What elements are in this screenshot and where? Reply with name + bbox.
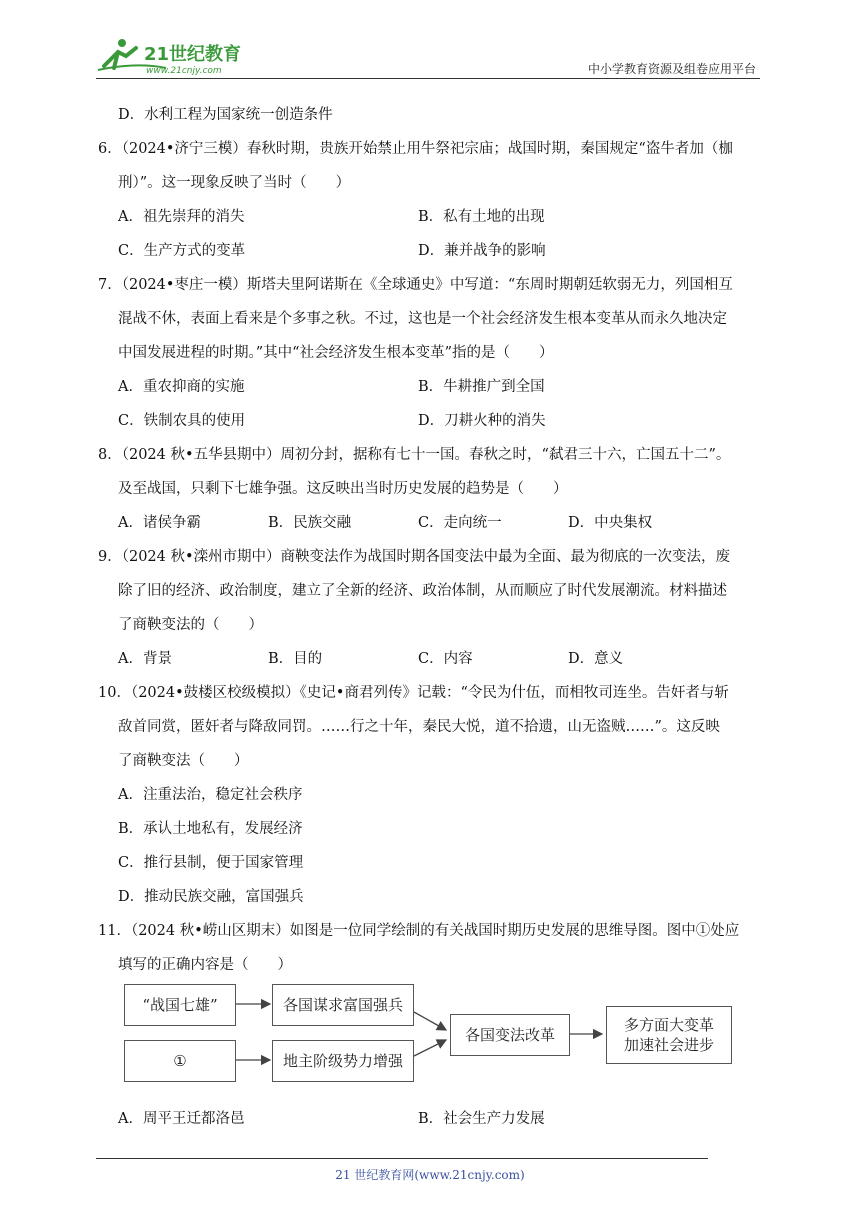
q7-stem-line1: 7．（2024•枣庄一模）斯塔夫里阿诺斯在《全球通史》中写道：“东周时期朝廷软弱无力，列国相互 [98, 277, 733, 293]
q11-stem-line2: 填写的正确内容是（ ） [118, 957, 292, 973]
q8-stem-line1: 8．（2024 秋•五华县期中）周初分封，据称有七十一国。春秋之时，“弑君三十六，亡国五十二”。 [98, 447, 731, 463]
q7-option-c: C．铁制农具的使用 [118, 413, 246, 429]
q7-stem-line2: 混战不休，表面上看来是个多事之秋。不过，这也是一个社会经济发生根本变革从而永久地决定 [118, 311, 727, 327]
q8-option-d: D．中央集权 [568, 515, 653, 531]
q6-stem-line2: 刑）”。这一现象反映了当时（ ） [118, 175, 351, 191]
question-content [98, 98, 770, 1136]
q8-stem-line2: 及至战国，只剩下七雄争强。这反映出当时历史发展的趋势是（ ） [118, 481, 568, 497]
q10-option-a: A．注重法治，稳定社会秩序 [118, 787, 303, 803]
q9-option-b: B．目的 [268, 651, 323, 667]
q11-stem-line1: 11．（2024 秋•崂山区期末）如图是一位同学绘制的有关战国时期历史发展的思维导图。图中①处应 [98, 923, 740, 939]
q10-stem-line3: 了商鞅变法（ ） [118, 753, 249, 769]
q7-options-row1 [98, 370, 770, 404]
q9-options [98, 642, 770, 676]
q8-options [98, 506, 770, 540]
box-reforms: 各国变法改革 [450, 1014, 570, 1056]
q9-option-c: C．内容 [418, 651, 473, 667]
q6-stem-line1: 6．（2024•济宁三模）春秋时期，贵族开始禁止用牛祭祀宗庙；战国时期，秦国规定“盗牛者加（枷 [98, 141, 733, 157]
q7-option-a: A．重农抑商的实施 [118, 379, 245, 395]
q11-options-row1 [98, 1102, 770, 1136]
svg-text:www.21cnjy.com: www.21cnjy.com [146, 66, 222, 76]
q9-stem-line1: 9．（2024 秋•滦州市期中）商鞅变法作为战国时期各国变法中最为全面、最为彻底的一次变法，废 [98, 549, 731, 565]
q7-stem-line3: 中国发展进程的时期。”其中“社会经济发生根本变革”指的是（ ） [118, 345, 554, 361]
q9-option-d: D．意义 [568, 651, 624, 667]
arrow-b2-b5 [414, 1012, 446, 1030]
page-header [96, 30, 760, 80]
q9-stem-line3: 了商鞅变法的（ ） [118, 617, 263, 633]
q8-option-a: A．诸侯争霸 [118, 515, 201, 531]
q6-option-b: B．私有土地的出现 [418, 209, 545, 225]
q6-option-a: A．祖先崇拜的消失 [118, 209, 245, 225]
footer-text: 21 世纪教育网(www.21cnjy.com) [335, 1168, 525, 1182]
arrow-b4-b5 [414, 1040, 446, 1056]
q10-stem-line1: 10．（2024•鼓楼区校级模拟）《史记•商君列传》记载：“令民为什伍，而相牧司连坐。告奸者与斩 [98, 685, 729, 701]
footer-divider [96, 1158, 708, 1159]
q9-option-a: A．背景 [118, 651, 172, 667]
header-divider [96, 78, 760, 79]
box-great-changes-line2: 加速社会进步 [623, 1036, 714, 1054]
q11-option-b: B．社会生产力发展 [418, 1111, 545, 1127]
logo-21cnjy [96, 36, 266, 76]
q7-option-d: D．刀耕火种的消失 [418, 413, 546, 429]
q6-option-c: C．生产方式的变革 [118, 243, 246, 259]
box-great-changes-line1: 多方面大变革 [623, 1016, 714, 1034]
svg-text:21世纪教育: 21世纪教育 [144, 44, 242, 65]
q8-option-c: C．走向统一 [418, 515, 502, 531]
q10-option-d: D．推动民族交融，富国强兵 [118, 889, 304, 905]
box-great-changes [606, 1006, 732, 1064]
q10-option-b: B．承认土地私有，发展经济 [118, 821, 303, 837]
q8-option-b: B．民族交融 [268, 515, 352, 531]
q6-option-d: D．兼并战争的影响 [418, 243, 546, 259]
q10-stem-line2: 敌首同赏，匿奸者与降敌同罚。……行之十年，秦民大悦，道不拾遗，山无盗贼……”。这反映 [118, 719, 720, 735]
box-warring-states: “战国七雄” [124, 984, 236, 1026]
q5-option-d: D．水利工程为国家统一创造条件 [118, 107, 333, 123]
q9-stem-line2: 除了旧的经济、政治制度，建立了全新的经济、政治体制，从而顺应了时代发展潮流。材料描述 [118, 583, 727, 599]
q6-options-row2 [98, 234, 770, 268]
mind-map-diagram [98, 990, 770, 1102]
q11-option-a: A．周平王迁都洛邑 [118, 1111, 245, 1127]
box-landlord-class: 地主阶级势力增强 [272, 1040, 414, 1082]
box-blank-1: ① [124, 1040, 236, 1082]
box-seek-prosperity: 各国谋求富国强兵 [272, 984, 414, 1026]
q7-options-row2 [98, 404, 770, 438]
q7-option-b: B．牛耕推广到全国 [418, 379, 545, 395]
q10-option-c: C．推行县制，便于国家管理 [118, 855, 304, 871]
header-platform-text: 中小学教育资源及组卷应用平台 [587, 62, 756, 76]
q6-options-row1 [98, 200, 770, 234]
